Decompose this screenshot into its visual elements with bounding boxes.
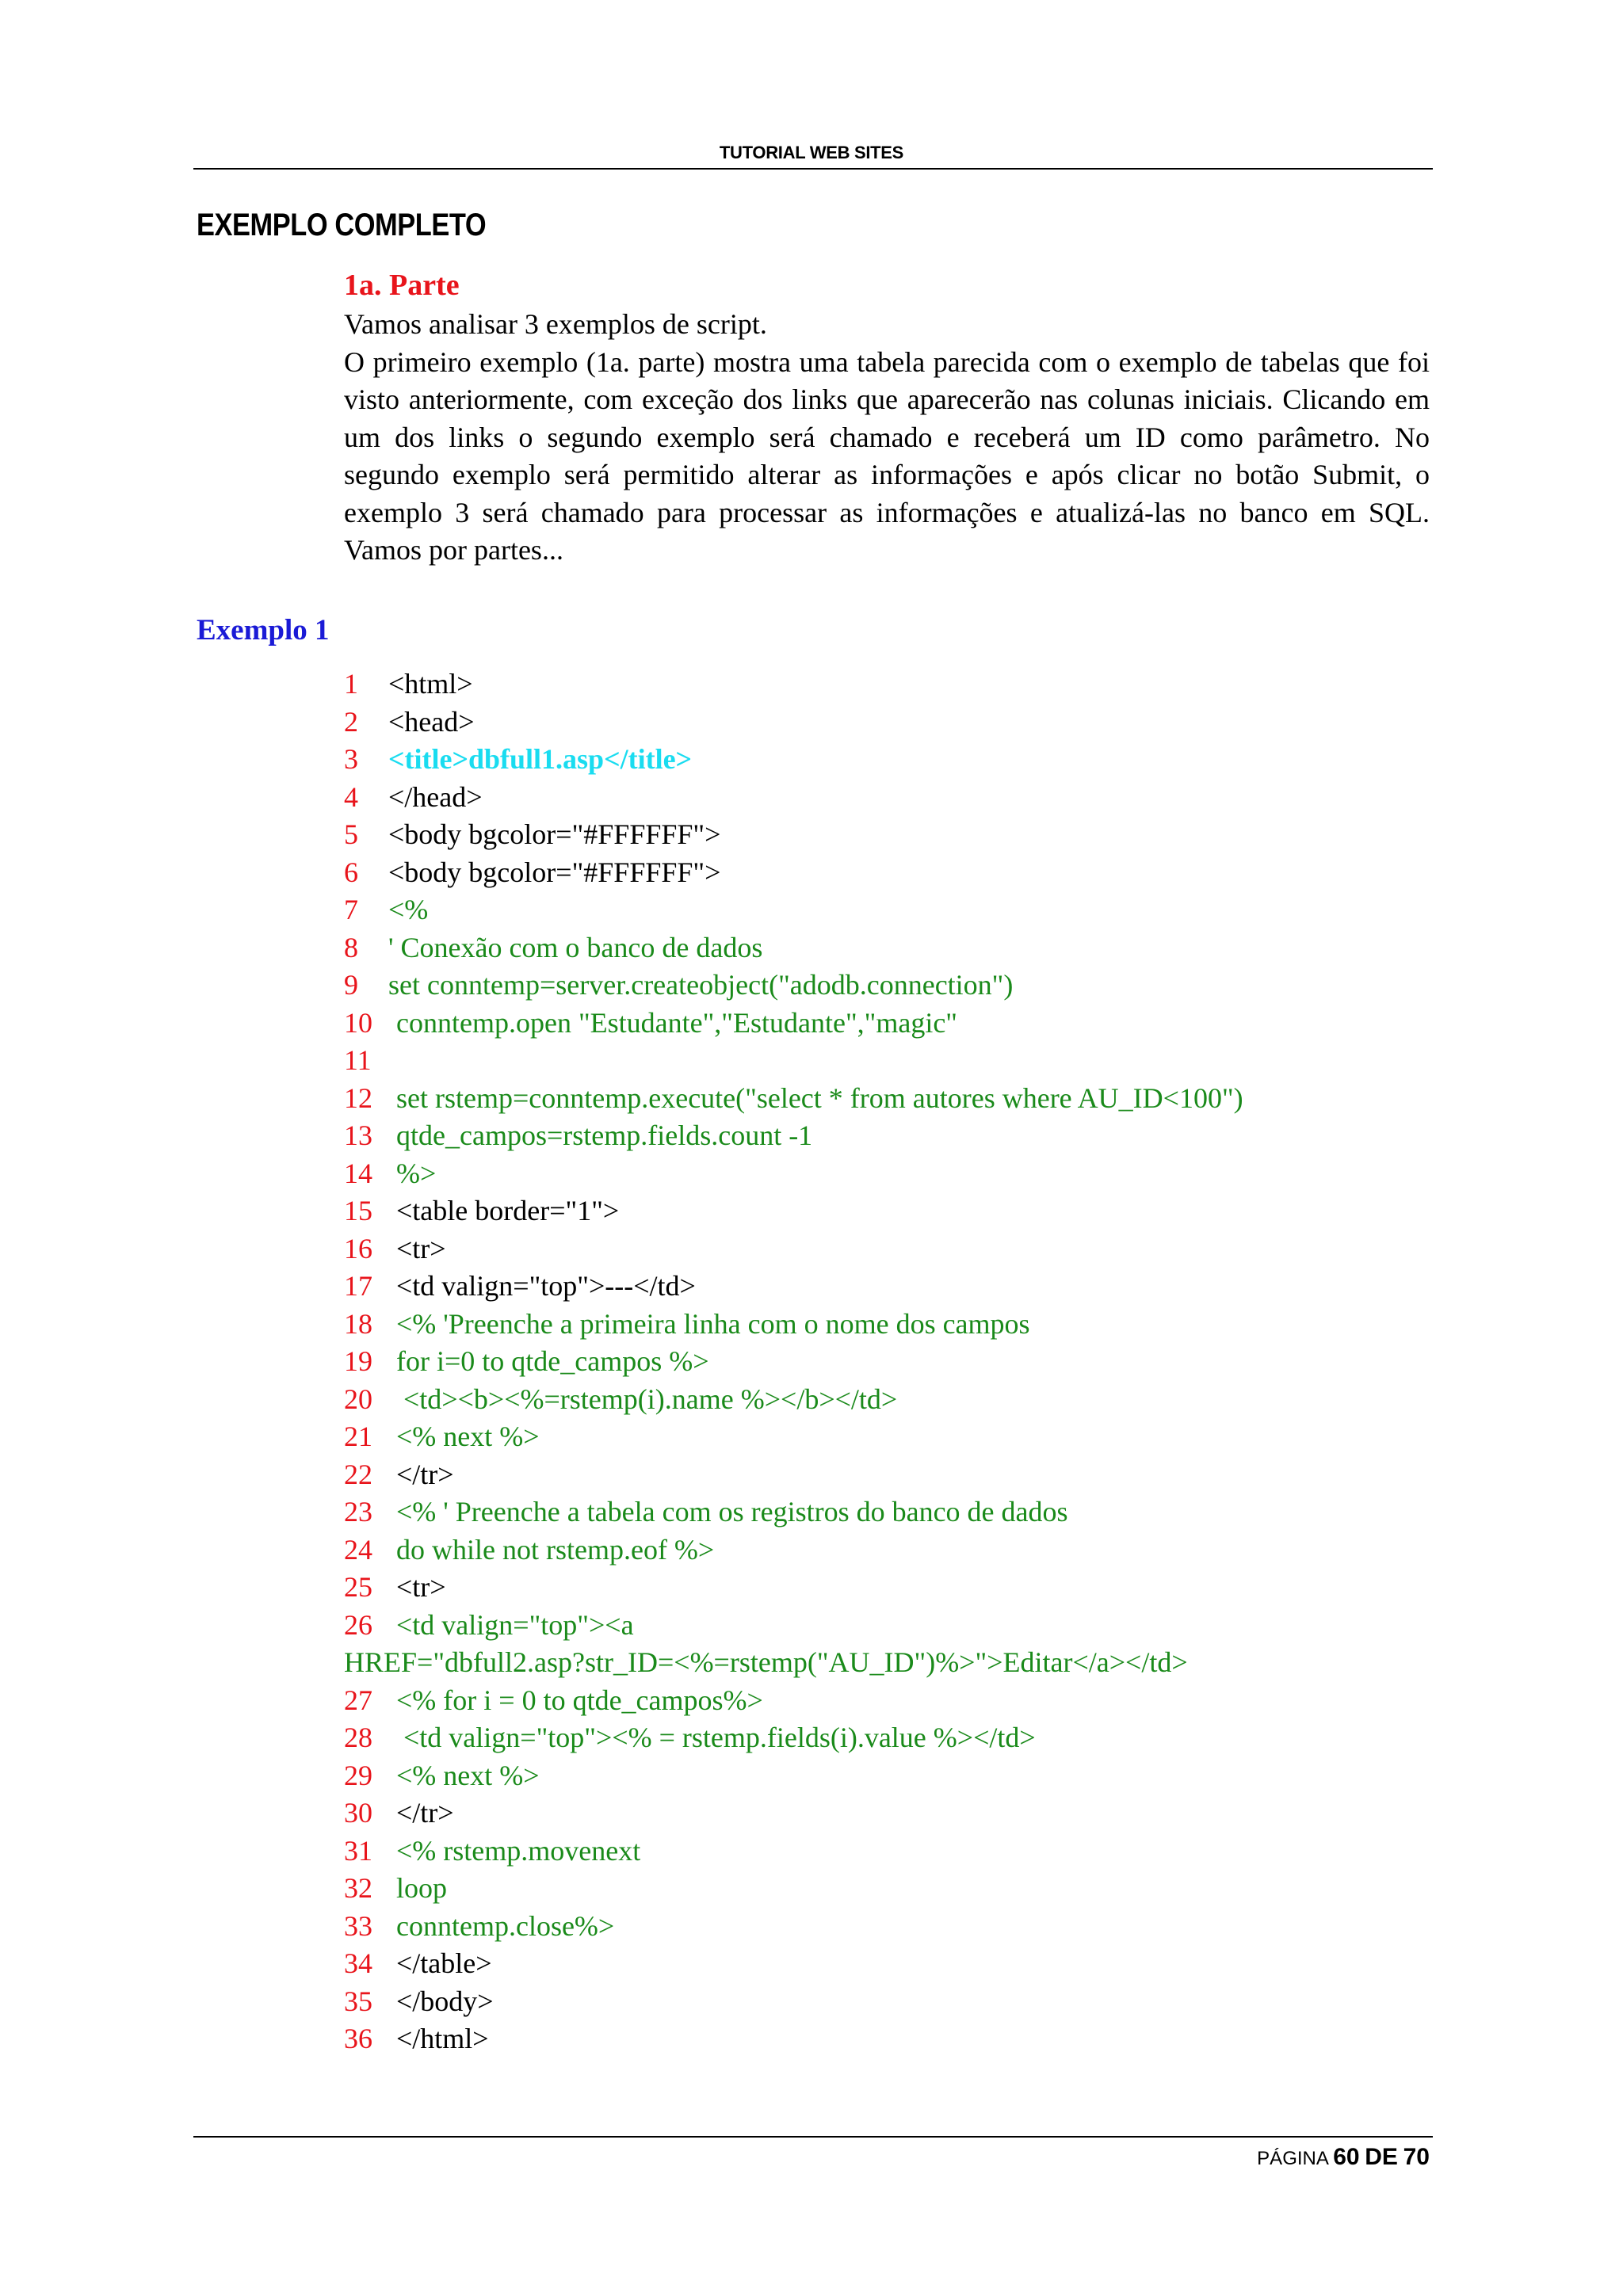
code-line: [344, 1833, 1453, 1871]
code-text: loop: [396, 1872, 448, 1904]
line-number: 35: [344, 1985, 372, 2017]
code-text: <body bgcolor="#FFFFFF">: [388, 856, 721, 888]
line-number: 24: [344, 1533, 372, 1566]
line-number: 10: [344, 1006, 372, 1039]
line-number: 36: [344, 2023, 372, 2054]
code-line: [344, 704, 1453, 742]
code-line: [344, 1192, 1453, 1230]
line-number: 20: [344, 1383, 372, 1415]
code-line: [344, 1531, 1453, 1569]
code-line: [344, 1607, 1453, 1645]
code-line: [344, 1682, 1453, 1720]
code-line: [344, 1757, 1453, 1795]
code-text: HREF="dbfull2.asp?str_ID=<%=rstemp("AU_ID")%>">Editar</a></td>: [344, 1646, 1188, 1678]
code-line: [344, 1080, 1453, 1118]
line-number: 30: [344, 1797, 372, 1829]
code-text: <body bgcolor="#FFFFFF">: [388, 818, 721, 850]
line-number: 28: [344, 1722, 372, 1753]
footer-separator: DE: [1365, 2144, 1398, 2170]
footer-page-number: 60: [1333, 2144, 1360, 2170]
code-line: [344, 967, 1453, 1005]
line-number: 4: [344, 780, 358, 813]
code-line: [344, 1343, 1453, 1381]
footer-total-pages: 70: [1403, 2144, 1430, 2170]
line-number: 19: [344, 1345, 372, 1377]
code-text: <%: [388, 894, 429, 925]
line-number: 1: [344, 668, 358, 700]
line-number: 16: [344, 1232, 372, 1264]
code-line: [344, 1456, 1453, 1494]
line-number: 8: [344, 931, 358, 963]
code-line: [344, 2020, 1453, 2058]
code-line: [344, 1381, 1453, 1419]
footer-rule: [193, 2136, 1433, 2138]
line-number: 33: [344, 1909, 372, 1942]
code-line: [344, 1042, 1453, 1080]
line-number: 11: [344, 1044, 372, 1076]
code-line: [344, 1230, 1453, 1268]
code-text: <tr>: [396, 1232, 446, 1264]
code-text: </html>: [396, 2023, 489, 2054]
line-number: 15: [344, 1195, 372, 1226]
header-rule: [193, 168, 1433, 170]
line-number: 17: [344, 1270, 372, 1302]
code-text: </tr>: [396, 1458, 454, 1490]
code-text: </table>: [396, 1947, 492, 1979]
code-line: [344, 1268, 1453, 1306]
code-text: conntemp.close%>: [396, 1909, 615, 1942]
code-text: %>: [396, 1157, 437, 1189]
code-line: [344, 891, 1453, 929]
code-text: <td valign="top"><a: [396, 1608, 634, 1641]
line-number: 2: [344, 705, 358, 738]
line-number: 14: [344, 1157, 372, 1189]
code-text: <% next %>: [396, 1421, 540, 1452]
code-text: </body>: [396, 1985, 494, 2017]
code-line: [344, 741, 1453, 779]
code-line: [344, 816, 1453, 854]
footer-prefix: PÁGINA: [1257, 2148, 1328, 2169]
line-number: 31: [344, 1834, 372, 1867]
line-number: 25: [344, 1571, 372, 1603]
code-line: [344, 1569, 1453, 1607]
code-text: set rstemp=conntemp.execute("select * from autores where AU_ID<100"): [396, 1081, 1243, 1114]
line-number: 34: [344, 1947, 372, 1979]
code-text: set conntemp=server.createobject("adodb.connection"): [388, 969, 1014, 1001]
line-number: 12: [344, 1081, 372, 1114]
code-text: <td><b><%=rstemp(i).name %></b></td>: [396, 1383, 898, 1415]
line-number: 5: [344, 818, 358, 850]
example-label: Exemplo 1: [197, 614, 330, 646]
code-line: [344, 779, 1453, 817]
line-number: 13: [344, 1119, 372, 1151]
code-line: [344, 1870, 1453, 1908]
code-text: <head>: [388, 705, 475, 738]
intro-text: [344, 306, 1430, 570]
code-line: [344, 1908, 1453, 1946]
code-line: [344, 1644, 1453, 1682]
intro-line: Vamos analisar 3 exemplos de script.: [344, 308, 767, 340]
code-text: for i=0 to qtde_campos %>: [396, 1345, 709, 1377]
line-number: 29: [344, 1759, 372, 1791]
intro-paragraph: O primeiro exemplo (1a. parte) mostra uma tabela parecida com o exemplo de tabelas que foi visto anteriormente, com exceção dos links que aparecerão nas colunas iniciais. Clicando em um dos links o segundo exemplo será chamado e receberá um ID como parâmetro. No segundo exemplo será permitido alterar as informações e após clicar no botão Submit, o exemplo 3 será chamado para processar as informações e atualizá-las no banco em SQL. Vamos por partes...: [344, 345, 1430, 566]
section-title: EXEMPLO COMPLETO: [197, 208, 487, 242]
code-text: <td valign="top"><% = rstemp.fields(i).value %></td>: [396, 1722, 1036, 1753]
code-line: [344, 666, 1453, 704]
line-number: 9: [344, 969, 358, 1001]
subheading: 1a. Parte: [344, 269, 460, 302]
code-line: [344, 1418, 1453, 1456]
code-line: [344, 1306, 1453, 1344]
code-text: <% ' Preenche a tabela com os registros do banco de dados: [396, 1496, 1068, 1527]
code-line: [344, 1794, 1453, 1833]
code-text: conntemp.open "Estudante","Estudante","magic": [396, 1006, 957, 1039]
code-text: ' Conexão com o banco de dados: [388, 931, 763, 963]
code-line: [344, 1945, 1453, 1983]
line-number: 23: [344, 1496, 372, 1527]
line-number: 6: [344, 856, 358, 888]
code-text: <title>dbfull1.asp</title>: [388, 743, 693, 775]
code-text: do while not rstemp.eof %>: [396, 1533, 715, 1566]
line-number: 21: [344, 1421, 372, 1452]
code-line: [344, 1155, 1453, 1193]
line-number: 7: [344, 894, 358, 925]
code-text: <tr>: [396, 1571, 446, 1603]
code-text: <td valign="top">---</td>: [396, 1270, 696, 1302]
code-text: qtde_campos=rstemp.fields.count -1: [396, 1119, 813, 1151]
page-footer: [1257, 2144, 1430, 2171]
line-number: 26: [344, 1608, 372, 1641]
line-number: 27: [344, 1684, 372, 1716]
code-text: <% rstemp.movenext: [396, 1834, 641, 1867]
code-line: [344, 1005, 1453, 1043]
code-text: <% 'Preenche a primeira linha com o nome dos campos: [396, 1307, 1030, 1340]
running-header: TUTORIAL WEB SITES: [719, 143, 904, 162]
code-line: [344, 1983, 1453, 2021]
code-listing: [344, 666, 1453, 2058]
code-line: [344, 929, 1453, 967]
code-text: <% next %>: [396, 1759, 540, 1791]
code-text: <% for i = 0 to qtde_campos%>: [396, 1684, 763, 1716]
code-line: [344, 1117, 1453, 1155]
line-number: 18: [344, 1307, 372, 1340]
code-text: <table border="1">: [396, 1195, 620, 1226]
code-line: [344, 854, 1453, 892]
line-number: 22: [344, 1458, 372, 1490]
code-line: [344, 1493, 1453, 1531]
code-text: </head>: [388, 780, 483, 813]
code-text: </tr>: [396, 1797, 454, 1829]
code-text: <html>: [388, 668, 473, 700]
code-line: [344, 1719, 1453, 1757]
line-number: 32: [344, 1872, 372, 1904]
line-number: 3: [344, 743, 358, 775]
